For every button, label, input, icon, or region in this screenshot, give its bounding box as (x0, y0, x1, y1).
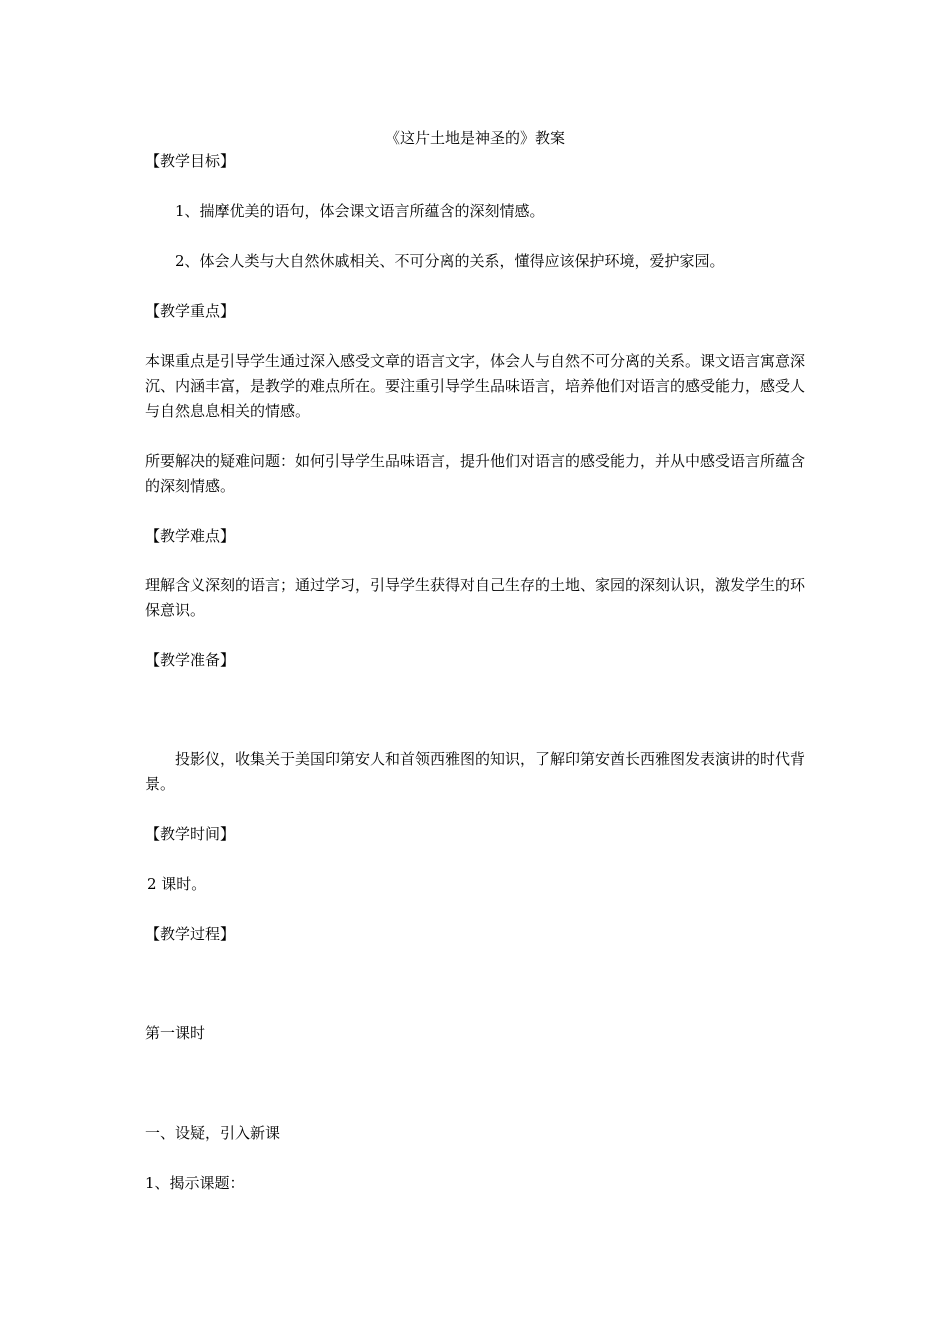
goal-item-1: 1、揣摩优美的语句，体会课文语言所蕴含的深刻情感。 (175, 202, 545, 220)
key-paragraph: 本课重点是引导学生通过深入感受文章的语言文字，体会人与自然不可分离的关系。课文语言寓意深沉、内涵丰富，是教学的难点所在。要注重引导学生品味语言，培养他们对语言的感受能力，感受人与自然息息相关的情感。 (145, 352, 806, 420)
section-heading: 一、设疑，引入新课 (145, 1124, 281, 1142)
time-heading: 【教学时间】 (145, 825, 236, 843)
prep-heading: 【教学准备】 (145, 651, 236, 669)
problem-paragraph: 所要解决的疑难问题：如何引导学生品味语言，提升他们对语言的感受能力，并从中感受语言所蕴含的深刻情感。 (145, 452, 806, 495)
lesson-title: 第一课时 (145, 1024, 206, 1042)
prep-paragraph: 投影仪，收集关于美国印第安人和首领西雅图的知识，了解印第安酋长西雅图发表演讲的时代背景。 (145, 750, 806, 793)
difficulty-paragraph: 理解含义深刻的语言；通过学习，引导学生获得对自己生存的土地、家园的深刻认识，激发学生的环保意识。 (145, 576, 806, 619)
document-title: 《这片土地是神圣的》教案 (384, 129, 565, 147)
key-heading: 【教学重点】 (145, 302, 236, 320)
time-paragraph: 2 课时。 (147, 875, 207, 893)
goals-heading: 【教学目标】 (145, 152, 236, 170)
difficulty-heading: 【教学难点】 (145, 527, 236, 545)
step-item: 1、揭示课题： (145, 1174, 245, 1192)
process-heading: 【教学过程】 (145, 925, 236, 943)
goal-item-2: 2、体会人类与大自然休戚相关、不可分离的关系，懂得应该保护环境，爱护家园。 (175, 252, 725, 270)
